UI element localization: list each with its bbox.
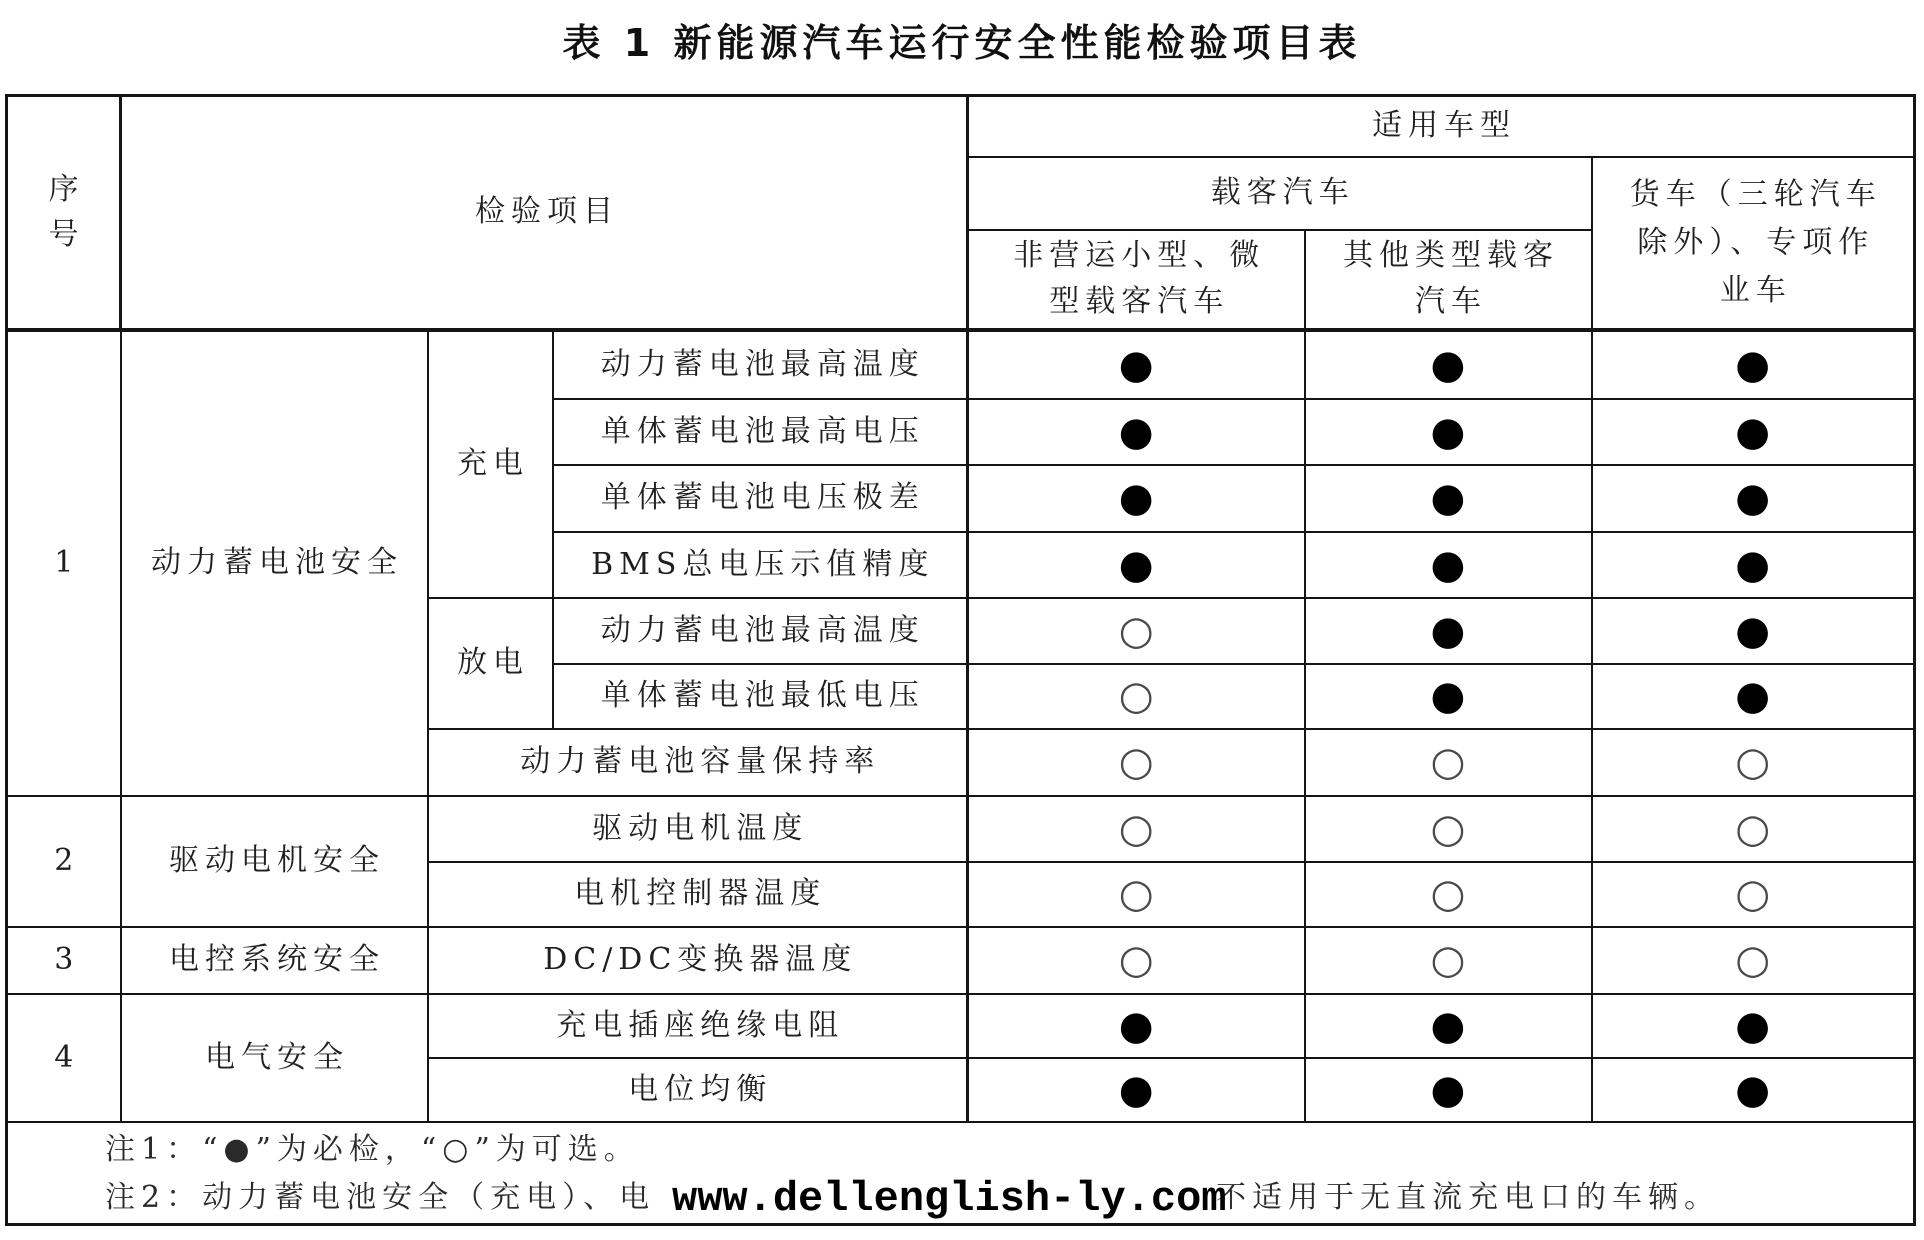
table-row bbox=[7, 927, 1915, 994]
mark-truck: ● bbox=[1592, 399, 1915, 465]
mark-nonoperating: ● bbox=[968, 330, 1305, 399]
mark-nonoperating: ○ bbox=[968, 862, 1305, 927]
phase-label: 放电 bbox=[428, 598, 553, 729]
note-2-end: 不适用于无直流充电口的车辆。 bbox=[1216, 1179, 1720, 1215]
truck-header-line: 除外）、专项作 bbox=[1637, 224, 1875, 260]
mark-truck: ○ bbox=[1592, 927, 1915, 994]
mark-nonoperating: ○ bbox=[968, 796, 1305, 862]
section-name: 动力蓄电池安全 bbox=[121, 330, 428, 796]
nonoperating-header-line: 非营运小型、微 bbox=[1013, 238, 1266, 273]
mark-nonoperating: ● bbox=[968, 994, 1305, 1058]
inspection-item-header: 检验项目 bbox=[121, 96, 968, 330]
seq-number: 1 bbox=[7, 330, 121, 796]
mark-nonoperating: ● bbox=[968, 1058, 1305, 1122]
mark-other-passenger: ○ bbox=[1305, 862, 1592, 927]
mark-other-passenger: ● bbox=[1305, 664, 1592, 729]
seq-number: 2 bbox=[7, 796, 121, 927]
table-row bbox=[7, 994, 1915, 1058]
mark-nonoperating: ● bbox=[968, 465, 1305, 532]
item-label: 驱动电机温度 bbox=[428, 796, 968, 862]
mark-truck: ○ bbox=[1592, 862, 1915, 927]
mark-other-passenger: ● bbox=[1305, 1058, 1592, 1122]
nonoperating-header-line: 型载客汽车 bbox=[1049, 284, 1230, 319]
mark-nonoperating: ○ bbox=[968, 664, 1305, 729]
mark-other-passenger: ○ bbox=[1305, 796, 1592, 862]
mark-truck: ● bbox=[1592, 598, 1915, 664]
mark-truck: ● bbox=[1592, 994, 1915, 1058]
mark-other-passenger: ● bbox=[1305, 465, 1592, 532]
item-label: 电位均衡 bbox=[428, 1058, 968, 1122]
seq-number: 3 bbox=[7, 927, 121, 994]
mark-nonoperating: ○ bbox=[968, 729, 1305, 796]
section-name: 驱动电机安全 bbox=[121, 796, 428, 927]
table-row bbox=[7, 330, 1915, 399]
passenger-car-header: 载客汽车 bbox=[968, 157, 1592, 230]
mark-other-passenger: ○ bbox=[1305, 927, 1592, 994]
mark-truck: ● bbox=[1592, 465, 1915, 532]
mark-truck: ● bbox=[1592, 330, 1915, 399]
seq-header bbox=[7, 96, 121, 330]
item-label: 单体蓄电池最高电压 bbox=[553, 399, 968, 465]
item-label: 动力蓄电池最高温度 bbox=[553, 330, 968, 399]
truck-header-line: 业车 bbox=[1719, 272, 1792, 308]
item-label: 动力蓄电池容量保持率 bbox=[428, 729, 968, 796]
watermark-text: www.dellenglish-ly.com bbox=[672, 1175, 1227, 1223]
mark-truck: ● bbox=[1592, 1058, 1915, 1122]
header-row-1 bbox=[7, 96, 1915, 157]
note-1: 注1：“●”为必检，“○”为可选。 bbox=[105, 1131, 640, 1167]
mark-truck: ○ bbox=[1592, 729, 1915, 796]
table-title: 表 1 新能源汽车运行安全性能检验项目表 bbox=[562, 21, 1362, 65]
mark-other-passenger: ● bbox=[1305, 532, 1592, 598]
phase-label: 充电 bbox=[428, 330, 553, 598]
item-label: 动力蓄电池最高温度 bbox=[553, 598, 968, 664]
item-label: BMS总电压示值精度 bbox=[553, 532, 968, 598]
nonoperating-passenger-header bbox=[968, 230, 1305, 330]
mark-other-passenger: ○ bbox=[1305, 729, 1592, 796]
mark-truck: ● bbox=[1592, 664, 1915, 729]
applicable-vehicle-header: 适用车型 bbox=[968, 96, 1915, 157]
seq-header-line: 序 bbox=[48, 172, 85, 208]
item-label: 单体蓄电池最低电压 bbox=[553, 664, 968, 729]
item-label: 充电插座绝缘电阻 bbox=[428, 994, 968, 1058]
seq-header-line: 号 bbox=[48, 217, 85, 253]
mark-nonoperating: ● bbox=[968, 532, 1305, 598]
mark-other-passenger: ● bbox=[1305, 399, 1592, 465]
other-passenger-header bbox=[1305, 230, 1592, 330]
truck-header-line: 货车（三轮汽车 bbox=[1629, 176, 1882, 212]
mark-other-passenger: ● bbox=[1305, 330, 1592, 399]
section-name: 电控系统安全 bbox=[121, 927, 428, 994]
mark-nonoperating: ○ bbox=[968, 927, 1305, 994]
mark-nonoperating: ○ bbox=[968, 598, 1305, 664]
other-passenger-header-line: 其他类型载客 bbox=[1343, 238, 1559, 273]
table-row bbox=[7, 796, 1915, 862]
other-passenger-header-line: 汽车 bbox=[1415, 284, 1487, 319]
mark-truck: ○ bbox=[1592, 796, 1915, 862]
note-2-start: 注2：动力蓄电池安全（充电）、电 bbox=[105, 1179, 656, 1215]
section-name: 电气安全 bbox=[121, 994, 428, 1122]
item-label: DC/DC变换器温度 bbox=[428, 927, 968, 994]
item-label: 单体蓄电池电压极差 bbox=[553, 465, 968, 532]
mark-other-passenger: ● bbox=[1305, 598, 1592, 664]
truck-header bbox=[1592, 157, 1915, 330]
mark-other-passenger: ● bbox=[1305, 994, 1592, 1058]
mark-truck: ● bbox=[1592, 532, 1915, 598]
mark-nonoperating: ● bbox=[968, 399, 1305, 465]
seq-number: 4 bbox=[7, 994, 121, 1122]
inspection-items-table bbox=[5, 94, 1916, 1226]
item-label: 电机控制器温度 bbox=[428, 862, 968, 927]
